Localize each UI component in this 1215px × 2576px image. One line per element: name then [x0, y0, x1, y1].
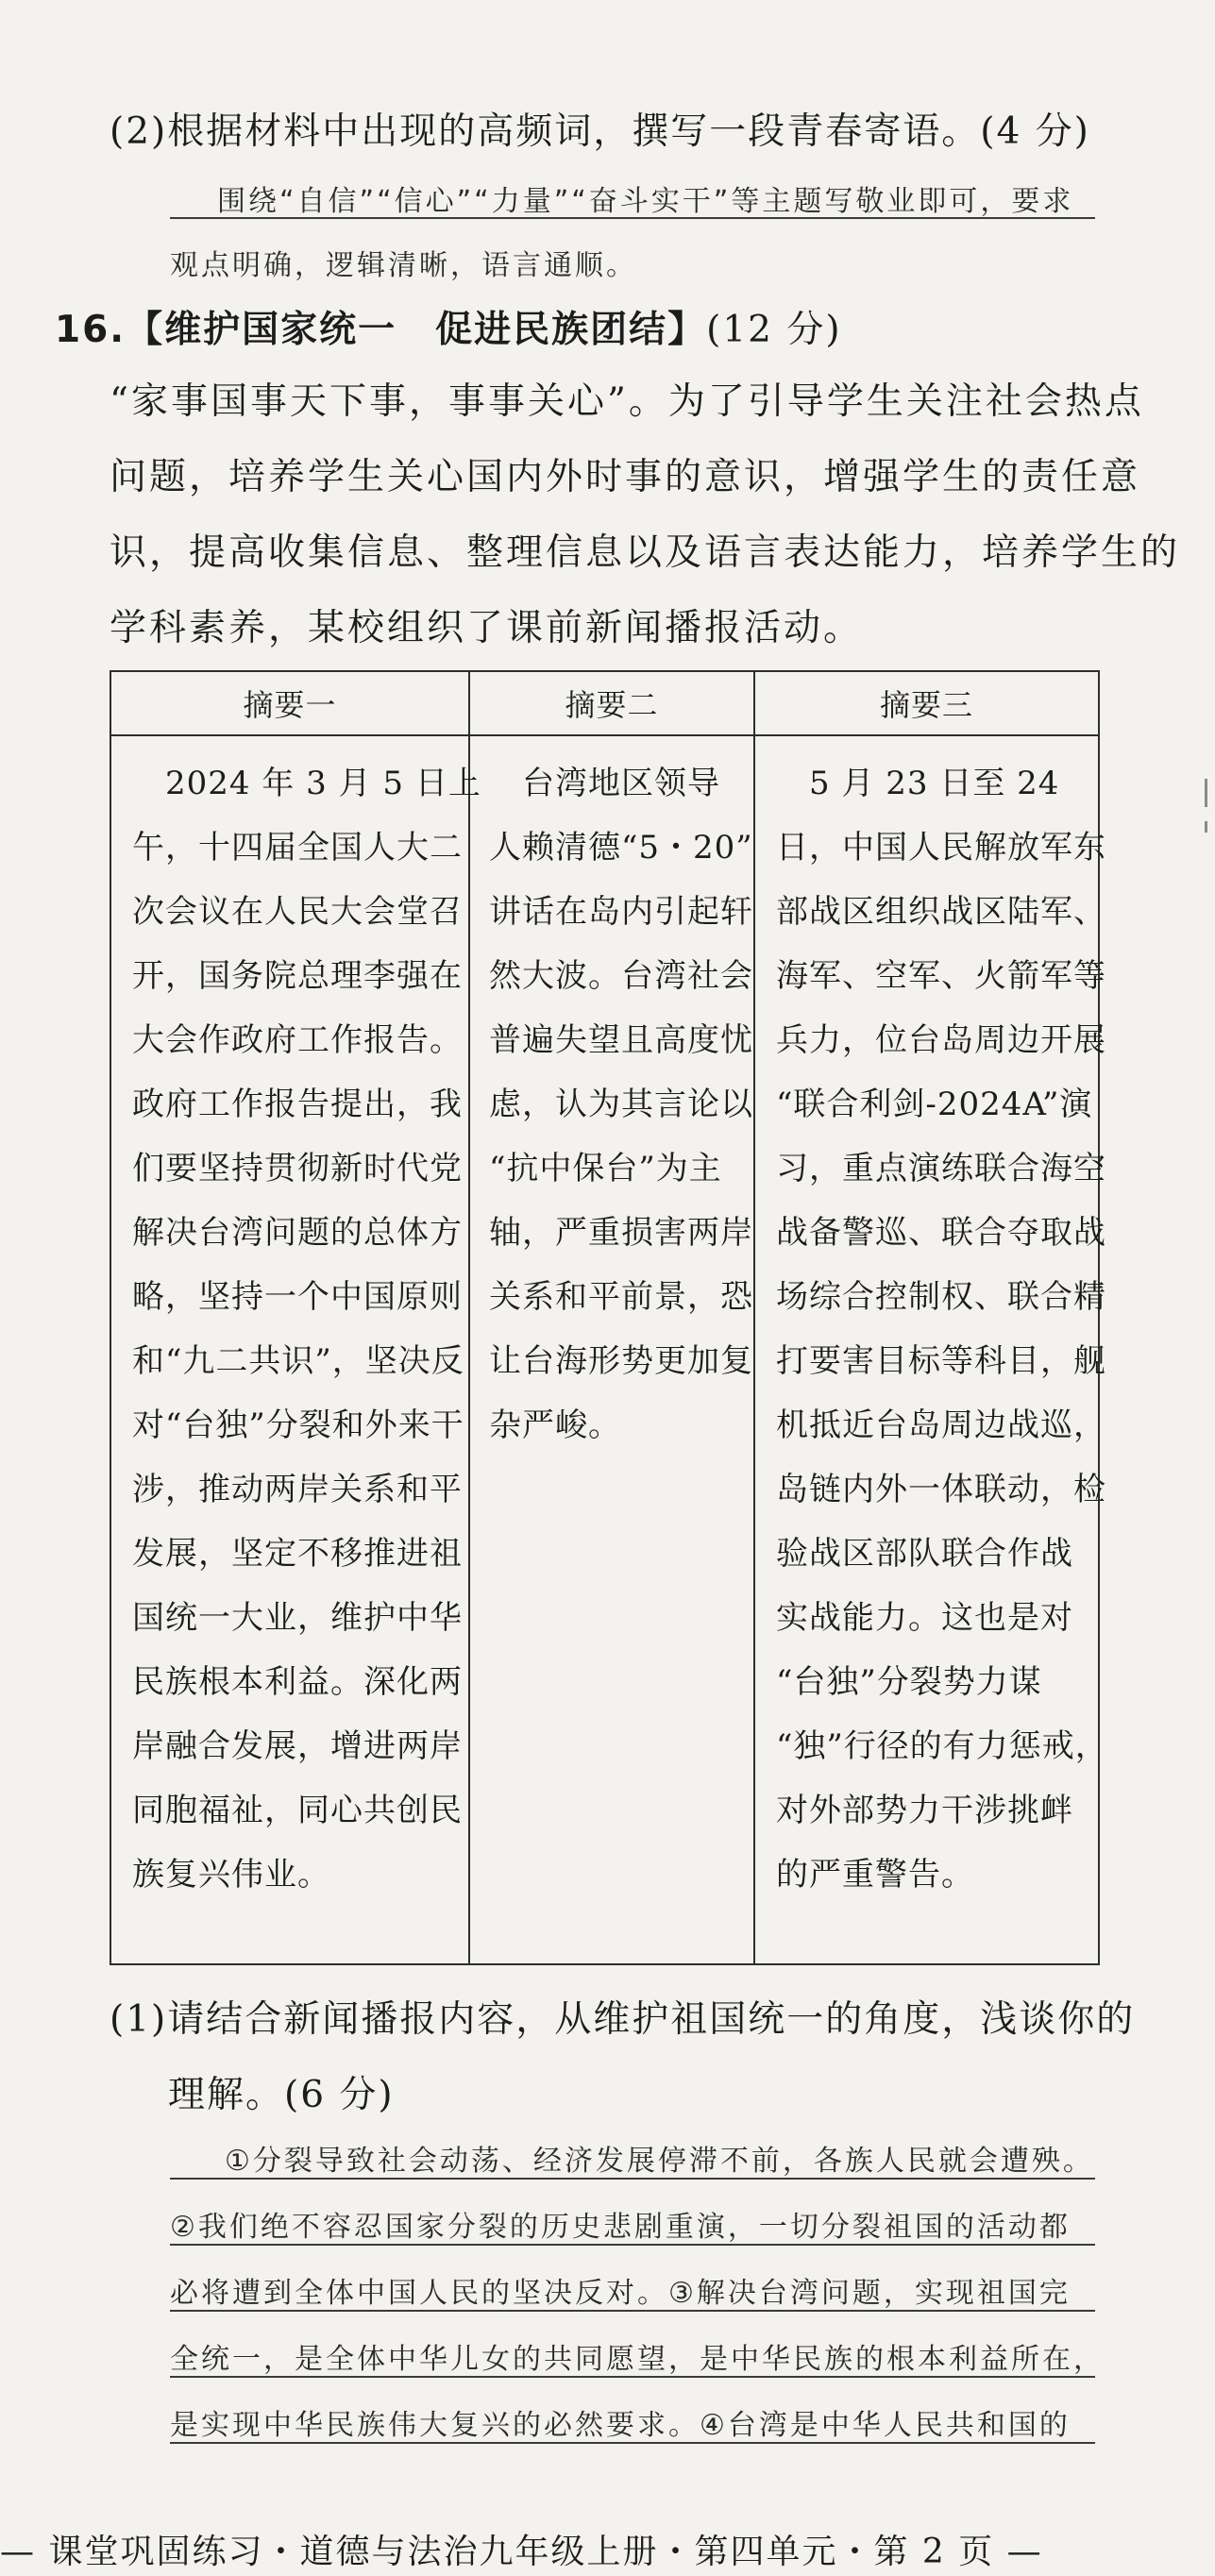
summary-1-line: 政府工作报告提出，我 [132, 1086, 463, 1123]
table-body-row [110, 735, 1099, 1964]
summary-3-line: 对外部势力干涉挑衅 [776, 1792, 1073, 1829]
summary-2-line: 虑，认为其言论以 [489, 1086, 753, 1123]
summary-2-cell [469, 735, 754, 1964]
summary-1-line: 开，国务院总理李强在 [132, 957, 463, 995]
summary-1-line: 发展，坚定不移推进祖 [132, 1535, 463, 1573]
summary-1-line: 次会议在人民大会堂召 [132, 893, 463, 931]
summary-3-line: 战备警巡、联合夺取战 [776, 1214, 1106, 1252]
q16-sub1-question: 理解。(6 分) [168, 2074, 395, 2116]
summary-3-cell [754, 735, 1108, 1964]
q16-heading [55, 300, 842, 353]
summary-3-line: 机抵近台岛周边战巡， [776, 1406, 1106, 1444]
q16-topic: 【维护国家统一 促进民族团结】 [126, 309, 707, 351]
table-header-summary-2: 摘要二 [469, 671, 754, 735]
summary-3-line: “联合利剑-2024A”演 [776, 1086, 1093, 1123]
answer-underline [170, 2376, 1095, 2378]
answer-underline [170, 217, 1095, 219]
table-header-summary-3: 摘要三 [754, 671, 1099, 735]
answer-underline [170, 2244, 1095, 2246]
summary-3-line: 5 月 23 日至 24 [776, 765, 1060, 802]
summary-3-line: 场综合控制权、联合精 [776, 1278, 1106, 1316]
answer-underline [170, 2442, 1095, 2444]
summary-1-line: 岸融合发展，增进两岸 [132, 1727, 463, 1765]
summary-1-line: 对“台独”分裂和外来干 [132, 1406, 464, 1444]
q16-number: 16. [55, 309, 127, 351]
summary-3-line: 习，重点演练联合海空 [776, 1150, 1106, 1187]
answer-underline [170, 2310, 1095, 2312]
margin-mark [1205, 779, 1207, 807]
q16-intro-line: 问题，培养学生关心国内外时事的意识，增强学生的责任意 [110, 456, 1141, 498]
q16-sub1-answer-line: 是实现中华民族伟大复兴的必然要求。④台湾是中华人民共和国的 [170, 2409, 1071, 2442]
q16-points: (12 分) [706, 309, 842, 351]
summary-1-line: 解决台湾问题的总体方 [132, 1214, 463, 1252]
q16-intro-line: “家事国事天下事，事事关心”。为了引导学生关注社会热点 [110, 380, 1144, 423]
q16-sub1-question: (1)请结合新闻播报内容，从维护祖国统一的角度，浅谈你的 [110, 1998, 1136, 2041]
summary-1-line: 略，坚持一个中国原则 [132, 1278, 463, 1316]
summary-2-line: 关系和平前景，恐 [489, 1278, 753, 1316]
summary-1-line: 民族根本利益。深化两 [132, 1663, 463, 1701]
q16-sub1-answer-line: ②我们绝不容忍国家分裂的历史悲剧重演，一切分裂祖国的活动都 [170, 2211, 1071, 2244]
summary-1-line: 族复兴伟业。 [132, 1856, 330, 1894]
q15-sub2-answer-line: 围绕“自信”“信心”“力量”“奋斗实干”等主题写敬业即可，要求 [217, 185, 1074, 218]
summary-2-line: 然大波。台湾社会 [489, 957, 753, 995]
answer-underline [170, 2178, 1095, 2180]
summary-3-line: “独”行径的有力惩戒， [776, 1727, 1108, 1765]
table-header-summary-1: 摘要一 [110, 671, 469, 735]
summary-2-line: 讲话在岛内引起轩 [489, 893, 753, 931]
summary-1-line: 大会作政府工作报告。 [132, 1021, 463, 1059]
summary-3-line: 验战区部队联合作战 [776, 1535, 1073, 1573]
summary-2-line: 轴，严重损害两岸 [489, 1214, 753, 1252]
summary-1-line: 们要坚持贯彻新时代党 [132, 1150, 463, 1187]
table-header-row [110, 671, 1099, 735]
summary-3-line: 打要害目标等科目，舰 [776, 1342, 1106, 1380]
summary-1-line: 2024 年 3 月 5 日上 [132, 765, 481, 802]
margin-mark [1205, 821, 1207, 833]
summary-1-line: 涉，推动两岸关系和平 [132, 1471, 463, 1508]
q15-sub2-answer-line: 观点明确，逻辑清晰，语言通顺。 [170, 249, 637, 282]
q16-intro-line: 学科素养，某校组织了课前新闻播报活动。 [110, 607, 864, 649]
summary-3-line: 部战区组织战区陆军、 [776, 893, 1106, 931]
summary-2-line: “抗中保台”为主 [489, 1150, 722, 1187]
summary-1-line: 国统一大业，维护中华 [132, 1599, 463, 1637]
q16-intro-line: 识，提高收集信息、整理信息以及语言表达能力，培养学生的 [110, 531, 1181, 574]
summary-3-line: 的严重警告。 [776, 1856, 974, 1894]
summary-2-line: 普遍失望且高度忧 [489, 1021, 753, 1059]
q16-sub1-answer-line: 全统一，是全体中华儿女的共同愿望，是中华民族的根本利益所在， [170, 2343, 1105, 2376]
q16-sub1-answer-line: 必将遭到全体中国人民的坚决反对。③解决台湾问题，实现祖国完 [170, 2277, 1071, 2310]
summary-3-line: 实战能力。这也是对 [776, 1599, 1073, 1637]
q16-sub1-answer-line: ①分裂导致社会动荡、经济发展停滞不前，各族人民就会遭殃。 [225, 2145, 1094, 2178]
summary-1-line: 和“九二共识”，坚决反 [132, 1342, 464, 1380]
summary-2-line: 杂严峻。 [489, 1406, 621, 1444]
summary-3-line: 兵力，位台岛周边开展 [776, 1021, 1106, 1059]
summary-2-line: 人赖清德“5・20” [489, 829, 753, 867]
summary-1-cell [110, 735, 481, 1964]
page-footer: — 课堂巩固练习・道德与法治九年级上册・第四单元・第 2 页 — [0, 2533, 1043, 2571]
summary-2-line: 让台海形势更加复 [489, 1342, 753, 1380]
q15-sub2-question: (2)根据材料中出现的高频词，撰写一段青春寄语。(4 分) [110, 110, 1090, 153]
summary-3-line: 海军、空军、火箭军等 [776, 957, 1106, 995]
summary-3-line: 岛链内外一体联动，检 [776, 1471, 1106, 1508]
summary-1-line: 同胞福祉，同心共创民 [132, 1792, 463, 1829]
summary-2-line: 台湾地区领导 [489, 765, 720, 802]
summary-1-line: 午，十四届全国人大二 [132, 829, 463, 867]
summary-3-line: 日，中国人民解放军东 [776, 829, 1106, 867]
news-summary-table [110, 670, 1108, 1965]
summary-3-line: “台独”分裂势力谋 [776, 1663, 1042, 1701]
